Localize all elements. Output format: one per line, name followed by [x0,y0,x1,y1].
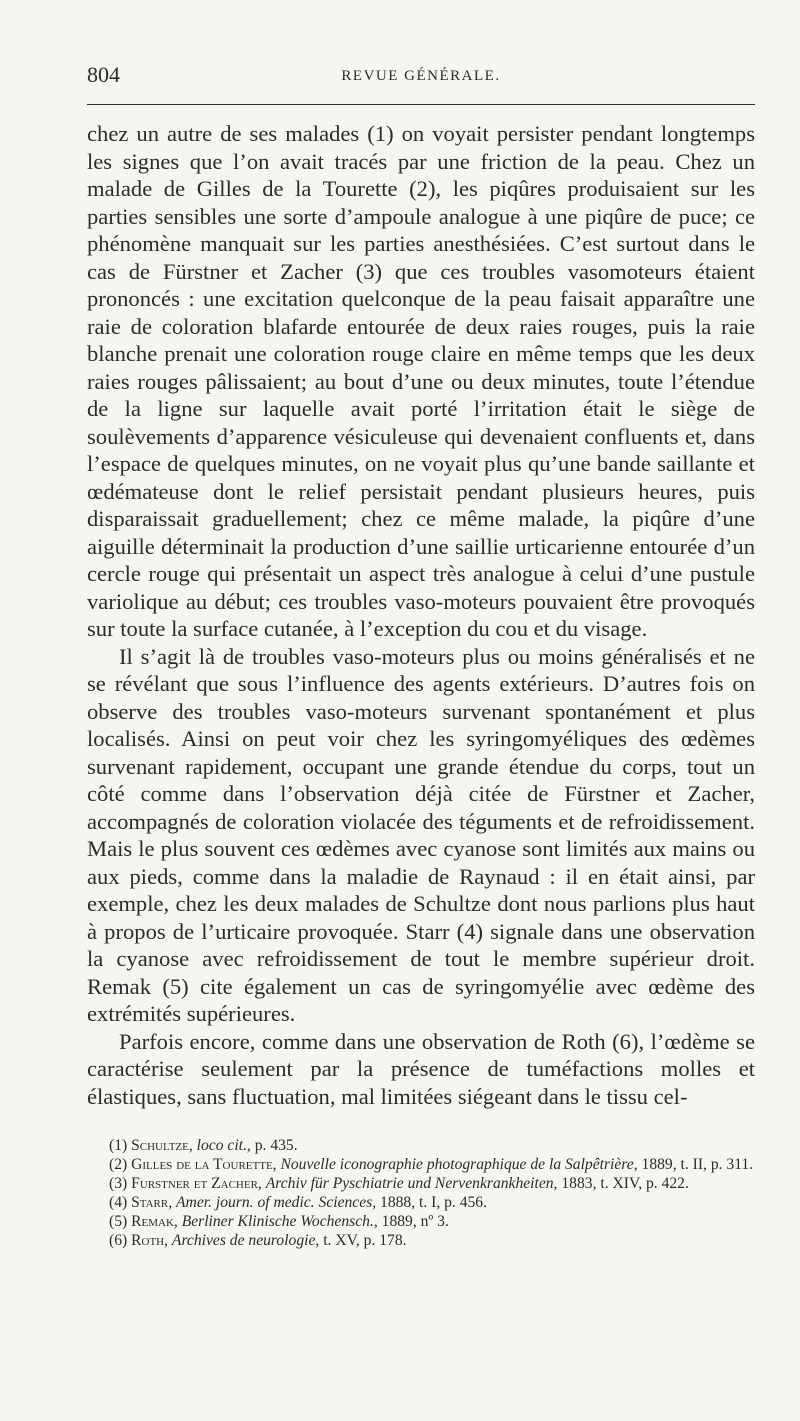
page-number: 804 [87,62,120,87]
footnote-5 [87,1212,755,1231]
footnote-6 [87,1231,755,1250]
footnotes [87,1136,755,1250]
footnote-author: Starr, [131,1194,173,1211]
footnote-number: (1) [109,1137,128,1154]
footnote-author: Remak, [131,1213,178,1230]
footnote-title: Archiv für Pyschiatrie und Nervenkrankheiten, [265,1175,558,1192]
footnote-title: Nouvelle iconographie photographique de la Salpêtrière, [280,1156,638,1173]
paragraph-3: Parfois encore, comme dans une observation de Roth (6), l’œdème se caractérise seulement par la présence de tuméfactions molles et élastiques, sans fluctuation, mal limitées siégeant dans le tissu cel- [87,1028,755,1109]
footnote-number: (6) [109,1232,128,1249]
footnote-title: Archives de neurologie, [171,1232,320,1249]
footnote-reference: p. 435. [254,1137,298,1154]
footnote-author: Roth, [131,1232,169,1249]
footnote-1 [87,1136,755,1155]
footnote-title: loco cit., [196,1137,251,1154]
running-head: REVUE GÉNÉRALE. [341,68,501,84]
header-rule [87,104,755,105]
footnote-author: Furstner et Zacher, [131,1175,262,1192]
paragraph-1: chez un autre de ses malades (1) on voyait persister pendant longtemps les signes que l’on avait tracés par une friction de la peau. Chez un malade de Gilles de la Tourette (2), les piqûres produisaient sur les parties sensibles une sorte d’ampoule analogue à une piqûre de puce; ce phénomène manquait sur les parties anesthésiées. C’est surtout dans le cas de Fürstner et Zacher (3) que ces troubles vasomoteurs étaient prononcés : une excitation quelconque de la peau faisait apparaître une raie de coloration blafarde entourée de deux raies rouges, puis la raie blanche prenait une coloration rouge claire en même temps que les deux raies rouges pâlissaient; au bout d’une ou deux minutes, toute l’étendue de la ligne sur laquelle avait porté l’irritation était le siège de soulèvements d’apparence vésiculeuse qui devenaient confluents et, dans l’espace de quelques minutes, on ne voyait plus qu’une bande saillante et œdémateuse dont le relief persistait pendant plusieurs heures, puis disparaissait graduellement; chez ce même malade, la piqûre d’une aiguille déterminait la production d’une saillie urticarienne entourée d’un cercle rouge qui présentait un aspect très analogue à celui d’une pustule variolique au début; ces troubles vaso-moteurs pouvaient être provoqués sur toute la surface cutanée, à l’exception du cou et du visage. [87,121,755,641]
paragraph-2: Il s’agit là de troubles vaso-moteurs plus ou moins généralisés et ne se révélant que sous l’influence des agents extérieurs. D’autres fois on observe des troubles vaso-moteurs survenant spontanément et plus localisés. Ainsi on peut voir chez les syringomyéliques des œdèmes survenant rapidement, occupant une grande étendue du corps, tout un côté comme dans l’observation déjà citée de Fürstner et Zacher, accompagnés de coloration violacée des téguments et de refroidissement. Mais le plus souvent ces œdèmes avec cyanose sont limités aux mains ou aux pieds, comme dans la maladie de Raynaud : il en était ainsi, par exemple, chez les deux malades de Schultze dont nous parlions plus haut à propos de l’urticaire provoquée. Starr (4) signale dans une observation la cyanose avec refroidissement de tout le membre supérieur droit. Remak (5) cite également un cas de syringomyélie avec œdème des extrémités supérieures. [87,643,755,1026]
footnote-author: Gilles de la Tourette, [131,1156,277,1173]
footnote-number: (5) [109,1213,128,1230]
body-text [87,120,755,1110]
footnote-title: Amer. journ. of medic. Sciences, [176,1194,377,1211]
footnote-number: (2) [109,1156,128,1173]
footnote-reference: 1888, t. I, p. 456. [380,1194,488,1211]
footnote-2 [87,1155,755,1174]
footnote-author: Schultze, [131,1137,193,1154]
footnote-3 [87,1174,755,1193]
footnote-number: (4) [109,1194,128,1211]
footnote-reference: 1883, t. XIV, p. 422. [561,1175,689,1192]
footnote-reference: t. XV, p. 178. [323,1232,407,1249]
footnote-number: (3) [109,1175,128,1192]
footnote-reference: 1889, t. II, p. 311. [641,1156,754,1173]
page-header [87,60,755,90]
footnote-title: Berliner Klinische Wochensch., [181,1213,378,1230]
footnote-reference: 1889, nº 3. [381,1213,449,1230]
footnote-4 [87,1193,755,1212]
